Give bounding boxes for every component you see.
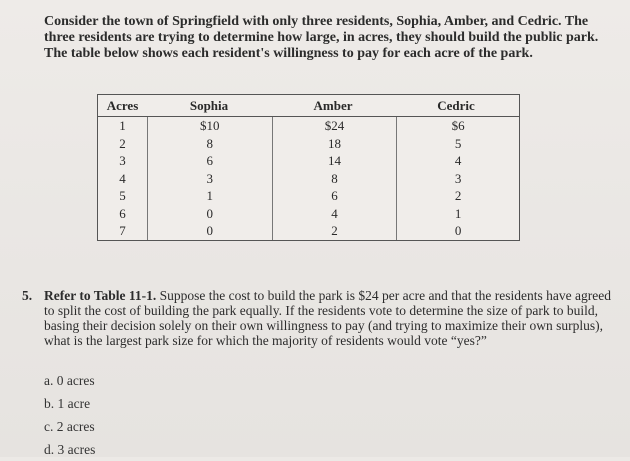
table-header-row: [98, 95, 519, 117]
table-cell: 1: [119, 118, 126, 133]
table-cell: $6: [451, 118, 465, 133]
table-body: [98, 117, 519, 240]
question-body: Suppose the cost to build the park is $24 per acre and that the residents have agreed to split the cost of building the park equally. If the residents vote to determine the size of park to build, basing their decision solely on their own willingness to pay (and trying to maximize their own surplus), what is the largest park size for which the majority of residents would vote “yes?”: [44, 288, 611, 348]
table-cell: 5: [119, 188, 126, 203]
table-cell: 2: [454, 188, 462, 203]
question-text: [44, 288, 622, 348]
table-cell: 6: [206, 153, 213, 168]
table-cell: 4: [119, 170, 126, 186]
table-cell: 18: [327, 135, 341, 151]
option-a[interactable]: a. 0 acres: [44, 373, 95, 388]
table-cell: 6: [119, 205, 126, 221]
answer-options: [44, 369, 95, 461]
table-cell: 7: [119, 223, 126, 238]
question-lead: Refer to Table 11-1.: [44, 288, 157, 303]
column-sophia: [148, 117, 273, 240]
table-cell: $10: [199, 118, 220, 133]
table-cell: 5: [454, 135, 462, 151]
intro-paragraph: Consider the town of Springfield with only three residents, Sophia, Amber, and Cedric. The three residents are trying to determine how large, in acres, they should build the public park. The table below shows each resident's willingness to pay for each acre of the park.: [44, 14, 599, 61]
option-c[interactable]: c. 2 acres: [44, 419, 95, 434]
willingness-table: [97, 94, 520, 241]
table-cell: 4: [454, 153, 462, 168]
table-cell: 2: [119, 135, 126, 151]
table-cell: 1: [454, 205, 462, 221]
table-cell: 14: [327, 153, 341, 168]
table-cell: 0: [454, 223, 462, 238]
option-b[interactable]: b. 1 acre: [44, 396, 91, 411]
table-cell: 1: [206, 188, 213, 203]
table-cell: 3: [206, 170, 213, 186]
column-amber: [273, 117, 398, 240]
column-acres: [98, 117, 148, 240]
table-cell: 3: [454, 170, 462, 186]
header-sophia: Sophia: [189, 98, 229, 113]
header-acres: Acres: [106, 98, 139, 113]
question-number: 5.: [22, 288, 33, 303]
table-cell: 8: [331, 170, 338, 186]
column-cedric: [397, 117, 519, 240]
table-cell: 8: [206, 135, 213, 151]
table-cell: 3: [119, 153, 126, 168]
table-cell: 2: [331, 223, 338, 238]
table-cell: 6: [331, 188, 338, 203]
table-cell: $24: [324, 118, 345, 133]
question-block: [22, 288, 622, 348]
table-cell: 0: [206, 205, 213, 221]
table-cell: 4: [331, 205, 338, 221]
header-amber: Amber: [313, 98, 353, 113]
table-cell: 0: [206, 223, 213, 238]
header-cedric: Cedric: [437, 98, 475, 113]
option-d[interactable]: d. 3 acres: [44, 442, 96, 457]
